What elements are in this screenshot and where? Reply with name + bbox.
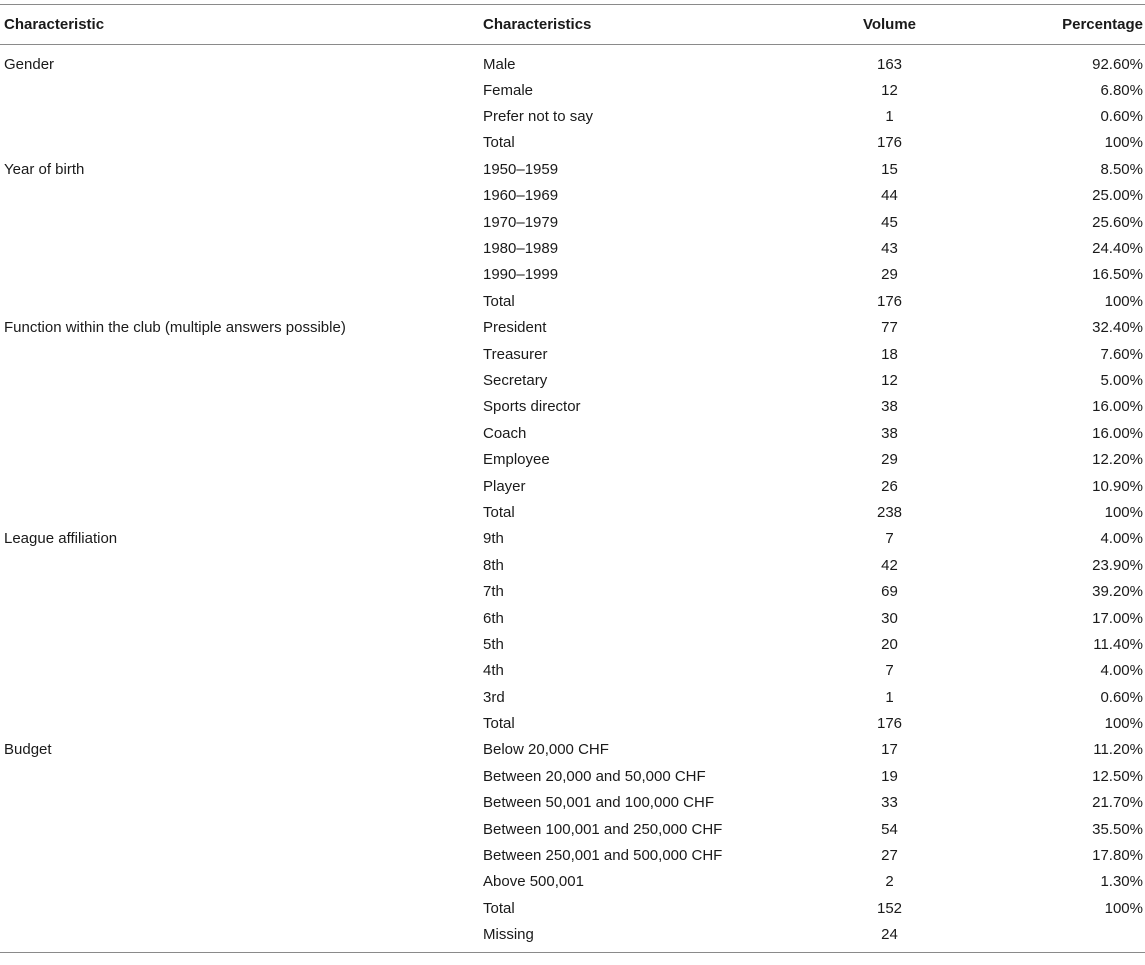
cell-characteristic [0, 130, 479, 156]
cell-characteristics: Total [483, 134, 515, 152]
cell-percentage: 4.00% [1100, 662, 1143, 680]
cell-volume: 238 [876, 503, 903, 521]
cell-percentage: 16.00% [1092, 398, 1143, 416]
cell-percentage: 100% [1104, 503, 1143, 521]
table-row [0, 45, 1145, 78]
cell-characteristics: 7th [483, 583, 504, 601]
table-row [0, 499, 1145, 525]
cell-percentage: 11.20% [1093, 741, 1143, 759]
table-row [0, 922, 1145, 953]
table-row [0, 526, 1145, 552]
cell-characteristics: Player [483, 477, 526, 495]
cell-characteristic [0, 262, 479, 288]
cell-characteristic [0, 895, 479, 921]
column-header-volume: Volume [810, 5, 969, 45]
cell-percentage: 10.90% [1092, 477, 1143, 495]
cell-characteristics: 1980–1989 [483, 240, 559, 258]
cell-percentage: 100% [1104, 899, 1143, 917]
table-row [0, 183, 1145, 209]
cell-characteristics: Female [483, 81, 534, 99]
cell-characteristic: League affiliation [4, 530, 118, 548]
cell-volume: 33 [881, 794, 898, 812]
cell-percentage: 5.00% [1100, 371, 1143, 389]
cell-characteristic [0, 578, 479, 604]
cell-percentage: 23.90% [1092, 556, 1143, 574]
cell-characteristic: Budget [4, 741, 52, 759]
table-row [0, 156, 1145, 182]
cell-volume: 7 [885, 530, 894, 548]
cell-characteristics: Between 50,001 and 100,000 CHF [483, 794, 714, 812]
cell-percentage: 25.00% [1092, 187, 1143, 205]
table-row [0, 790, 1145, 816]
cell-characteristic [0, 209, 479, 235]
cell-volume: 12 [881, 371, 898, 389]
cell-percentage: 0.60% [1100, 688, 1143, 706]
table-body [0, 45, 1145, 953]
cell-percentage: 0.60% [1100, 108, 1143, 126]
cell-characteristics: 1990–1999 [483, 266, 559, 284]
cell-volume: 7 [885, 662, 894, 680]
table-row [0, 77, 1145, 103]
cell-characteristic [0, 499, 479, 525]
cell-characteristics: President [483, 319, 547, 337]
cell-characteristic [0, 631, 479, 657]
cell-characteristic [0, 183, 479, 209]
cell-characteristics: 9th [483, 530, 504, 548]
table-row [0, 103, 1145, 129]
cell-volume: 38 [881, 424, 898, 442]
table-row [0, 605, 1145, 631]
cell-percentage: 16.50% [1092, 266, 1143, 284]
table-row [0, 367, 1145, 393]
cell-characteristic [0, 605, 479, 631]
cell-volume: 44 [881, 187, 898, 205]
cell-volume: 38 [881, 398, 898, 416]
sample-characteristics-table [0, 4, 1145, 953]
cell-characteristic [0, 790, 479, 816]
table-row [0, 895, 1145, 921]
table-row [0, 420, 1145, 446]
table-row [0, 842, 1145, 868]
cell-volume: 77 [881, 319, 898, 337]
cell-percentage: 1.30% [1100, 873, 1143, 891]
cell-volume: 29 [881, 451, 898, 469]
cell-volume: 2 [885, 873, 894, 891]
table-row [0, 737, 1145, 763]
cell-percentage: 17.00% [1092, 609, 1143, 627]
cell-characteristic [0, 446, 479, 472]
cell-characteristics: Male [483, 55, 516, 73]
cell-characteristics: Total [483, 899, 515, 917]
column-header-characteristic: Characteristic [0, 5, 479, 45]
cell-characteristic [0, 77, 479, 103]
column-header-characteristics: Characteristics [479, 5, 810, 45]
cell-characteristic [0, 103, 479, 129]
cell-characteristic [0, 367, 479, 393]
cell-percentage: 25.60% [1092, 213, 1143, 231]
table-row [0, 658, 1145, 684]
cell-volume: 12 [881, 81, 898, 99]
cell-percentage: 11.40% [1093, 635, 1143, 653]
table-row [0, 710, 1145, 736]
cell-characteristics: Total [483, 503, 515, 521]
table-row [0, 763, 1145, 789]
cell-volume: 152 [876, 899, 903, 917]
cell-volume: 30 [881, 609, 898, 627]
cell-characteristic [0, 288, 479, 314]
cell-volume: 27 [881, 847, 898, 865]
cell-percentage: 100% [1104, 292, 1143, 310]
cell-characteristics: Total [483, 292, 515, 310]
cell-characteristic [0, 235, 479, 261]
cell-characteristic [0, 922, 479, 953]
cell-characteristic [0, 869, 479, 895]
cell-percentage: 7.60% [1100, 345, 1143, 363]
cell-characteristic [0, 658, 479, 684]
cell-volume: 19 [881, 767, 898, 785]
cell-percentage: 35.50% [1092, 820, 1143, 838]
cell-volume: 24 [810, 922, 969, 953]
cell-percentage: 92.60% [1092, 55, 1143, 73]
cell-characteristic [0, 394, 479, 420]
cell-characteristics: 6th [483, 609, 504, 627]
cell-percentage: 4.00% [1100, 530, 1143, 548]
cell-characteristic [0, 842, 479, 868]
cell-percentage: 100% [1104, 715, 1143, 733]
cell-volume: 43 [881, 240, 898, 258]
cell-volume: 176 [876, 715, 903, 733]
cell-characteristics: Below 20,000 CHF [483, 741, 609, 759]
table-row [0, 288, 1145, 314]
cell-volume: 1 [885, 108, 894, 126]
cell-characteristics: Employee [483, 451, 550, 469]
cell-volume: 69 [881, 583, 898, 601]
cell-characteristic [0, 710, 479, 736]
table-row [0, 816, 1145, 842]
cell-characteristics: 1950–1959 [483, 160, 559, 178]
cell-characteristics: 4th [483, 662, 504, 680]
table-row [0, 869, 1145, 895]
table-row [0, 578, 1145, 604]
cell-percentage: 24.40% [1092, 240, 1143, 258]
cell-characteristics: Treasurer [483, 345, 548, 363]
cell-percentage: 21.70% [1092, 794, 1143, 812]
cell-characteristics: Total [483, 715, 515, 733]
cell-volume: 45 [881, 213, 898, 231]
cell-characteristics: 5th [483, 635, 504, 653]
cell-volume: 20 [881, 635, 898, 653]
column-header-percentage: Percentage [969, 5, 1145, 45]
table-row [0, 130, 1145, 156]
table-row [0, 446, 1145, 472]
cell-percentage [969, 922, 1145, 953]
cell-percentage: 12.20% [1092, 451, 1143, 469]
cell-volume: 15 [881, 160, 898, 178]
cell-characteristics: Secretary [483, 371, 548, 389]
cell-characteristic: Gender [4, 55, 55, 73]
cell-characteristic [0, 684, 479, 710]
table-row [0, 684, 1145, 710]
cell-characteristics: Above 500,001 [483, 873, 584, 891]
table-row [0, 341, 1145, 367]
cell-percentage: 12.50% [1092, 767, 1143, 785]
cell-volume: 176 [876, 292, 903, 310]
table-row [0, 262, 1145, 288]
cell-volume: 18 [881, 345, 898, 363]
cell-characteristic [0, 420, 479, 446]
cell-percentage: 32.40% [1092, 319, 1143, 337]
table-header [0, 5, 1145, 45]
table-row [0, 473, 1145, 499]
table-row [0, 209, 1145, 235]
cell-characteristics: 8th [483, 556, 504, 574]
cell-percentage: 17.80% [1092, 847, 1143, 865]
cell-volume: 29 [881, 266, 898, 284]
cell-volume: 54 [881, 820, 898, 838]
table-row [0, 552, 1145, 578]
cell-characteristics: 3rd [483, 688, 505, 706]
cell-percentage: 100% [1104, 134, 1143, 152]
cell-characteristics: Between 20,000 and 50,000 CHF [483, 767, 706, 785]
cell-volume: 42 [881, 556, 898, 574]
cell-characteristics: 1960–1969 [483, 187, 559, 205]
cell-volume: 17 [881, 741, 898, 759]
cell-characteristic [0, 816, 479, 842]
cell-characteristics: Sports director [483, 398, 581, 416]
header-row [0, 5, 1145, 45]
cell-characteristic: Year of birth [4, 160, 85, 178]
cell-characteristics: 1970–1979 [483, 213, 559, 231]
cell-percentage: 6.80% [1100, 81, 1143, 99]
cell-volume: 1 [885, 688, 894, 706]
cell-percentage: 8.50% [1100, 160, 1143, 178]
cell-characteristics: Missing [479, 922, 810, 953]
cell-percentage: 39.20% [1092, 583, 1143, 601]
cell-characteristic [0, 763, 479, 789]
cell-characteristics: Coach [483, 424, 527, 442]
cell-characteristics: Prefer not to say [483, 108, 594, 126]
cell-volume: 176 [876, 134, 903, 152]
cell-volume: 26 [881, 477, 898, 495]
cell-characteristics: Between 250,001 and 500,000 CHF [483, 847, 723, 865]
cell-percentage: 16.00% [1092, 424, 1143, 442]
table-row [0, 315, 1145, 341]
cell-characteristic [0, 341, 479, 367]
table-row [0, 235, 1145, 261]
cell-characteristic [0, 473, 479, 499]
cell-characteristic: Function within the club (multiple answers possible) [4, 319, 346, 337]
cell-characteristics: Between 100,001 and 250,000 CHF [483, 820, 723, 838]
table-row [0, 631, 1145, 657]
cell-volume: 163 [876, 55, 903, 73]
cell-characteristic [0, 552, 479, 578]
table-row [0, 394, 1145, 420]
